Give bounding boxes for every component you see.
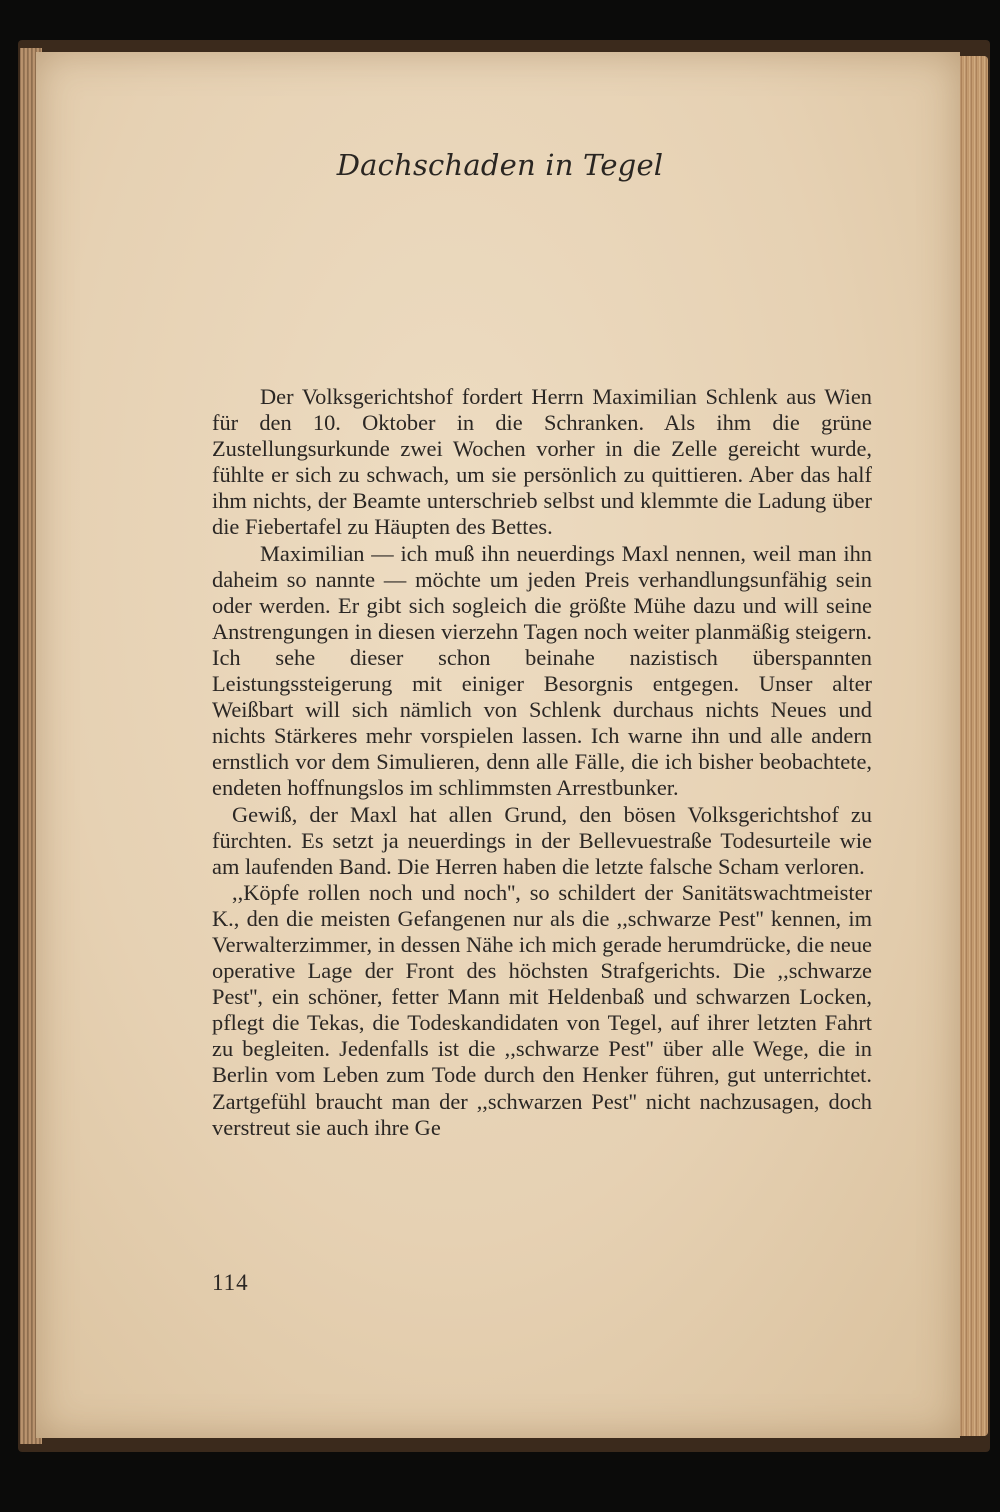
paragraph: Der Volksgerichtshof fordert Herrn Maximilian Schlenk aus Wien für den 10. Oktober in die Schranken. Als ihm die grüne Zustellungsurkunde zwei Wochen vorher in die Zelle gereicht wurde, fühlte er sich zu schwach, um sie persönlich zu quittieren. Aber das half ihm nichts, der Beamte unterschrieb selbst und klemmte die Ladung über die Fiebertafel zu Häupten des Bettes. [212,384,872,540]
paragraph: Maximilian — ich muß ihn neuerdings Maxl nennen, weil man ihn daheim so nannte — möchte um jeden Preis verhandlungsunfähig sein oder werden. Er gibt sich sogleich die größte Mühe dazu und will seine Anstrengungen in diesen vierzehn Tagen noch weiter planmäßig steigern. Ich sehe dieser schon beinahe nazistisch überspannten Leistungssteigerung mit einiger Besorgnis entgegen. Unser alter Weißbart will sich nämlich von Schlenk durchaus nichts Neues und nichts Stärkeres mehr vorspielen lassen. Ich warne ihn und alle andern ernstlich vor dem Simulieren, denn alle Fälle, die ich bisher beobachtete, endeten hoffnungslos im schlimmsten Arrestbunker. [212,540,872,801]
body-text [212,384,872,1141]
paragraph: Gewiß, der Maxl hat allen Grund, den bösen Volksgerichtshof zu fürchten. Es setzt ja neuerdings in der Bellevuestraße Todesurteile wie am laufenden Band. Die Herren haben die letzte falsche Scham verloren. [212,801,872,879]
running-head: Dachschaden in Tegel [336,148,664,182]
page-number: 114 [212,1270,249,1295]
paragraph: ,,Köpfe rollen noch und noch'', so schildert der Sanitätswachtmeister K., den die meisten Gefangenen nur als die ,,schwarze Pest'' kennen, im Verwalterzimmer, in dessen Nähe ich mich gerade herumdrücke, die neue operative Lage der Front des höchsten Strafgerichts. Die ,,schwarze Pest'', ein schöner, fetter Mann mit Heldenbaß und schwarzen Locken, pflegt die Tekas, die Todeskandidaten von Tegel, auf ihrer letzten Fahrt zu begleiten. Jedenfalls ist die ,,schwarze Pest'' über alle Wege, die in Berlin vom Leben zum Tode durch den Henker führen, gut unterrichtet. Zartgefühl braucht man der ,,schwarzen Pest'' nicht nachzusagen, doch verstreut sie auch ihre Ge [212,879,872,1140]
